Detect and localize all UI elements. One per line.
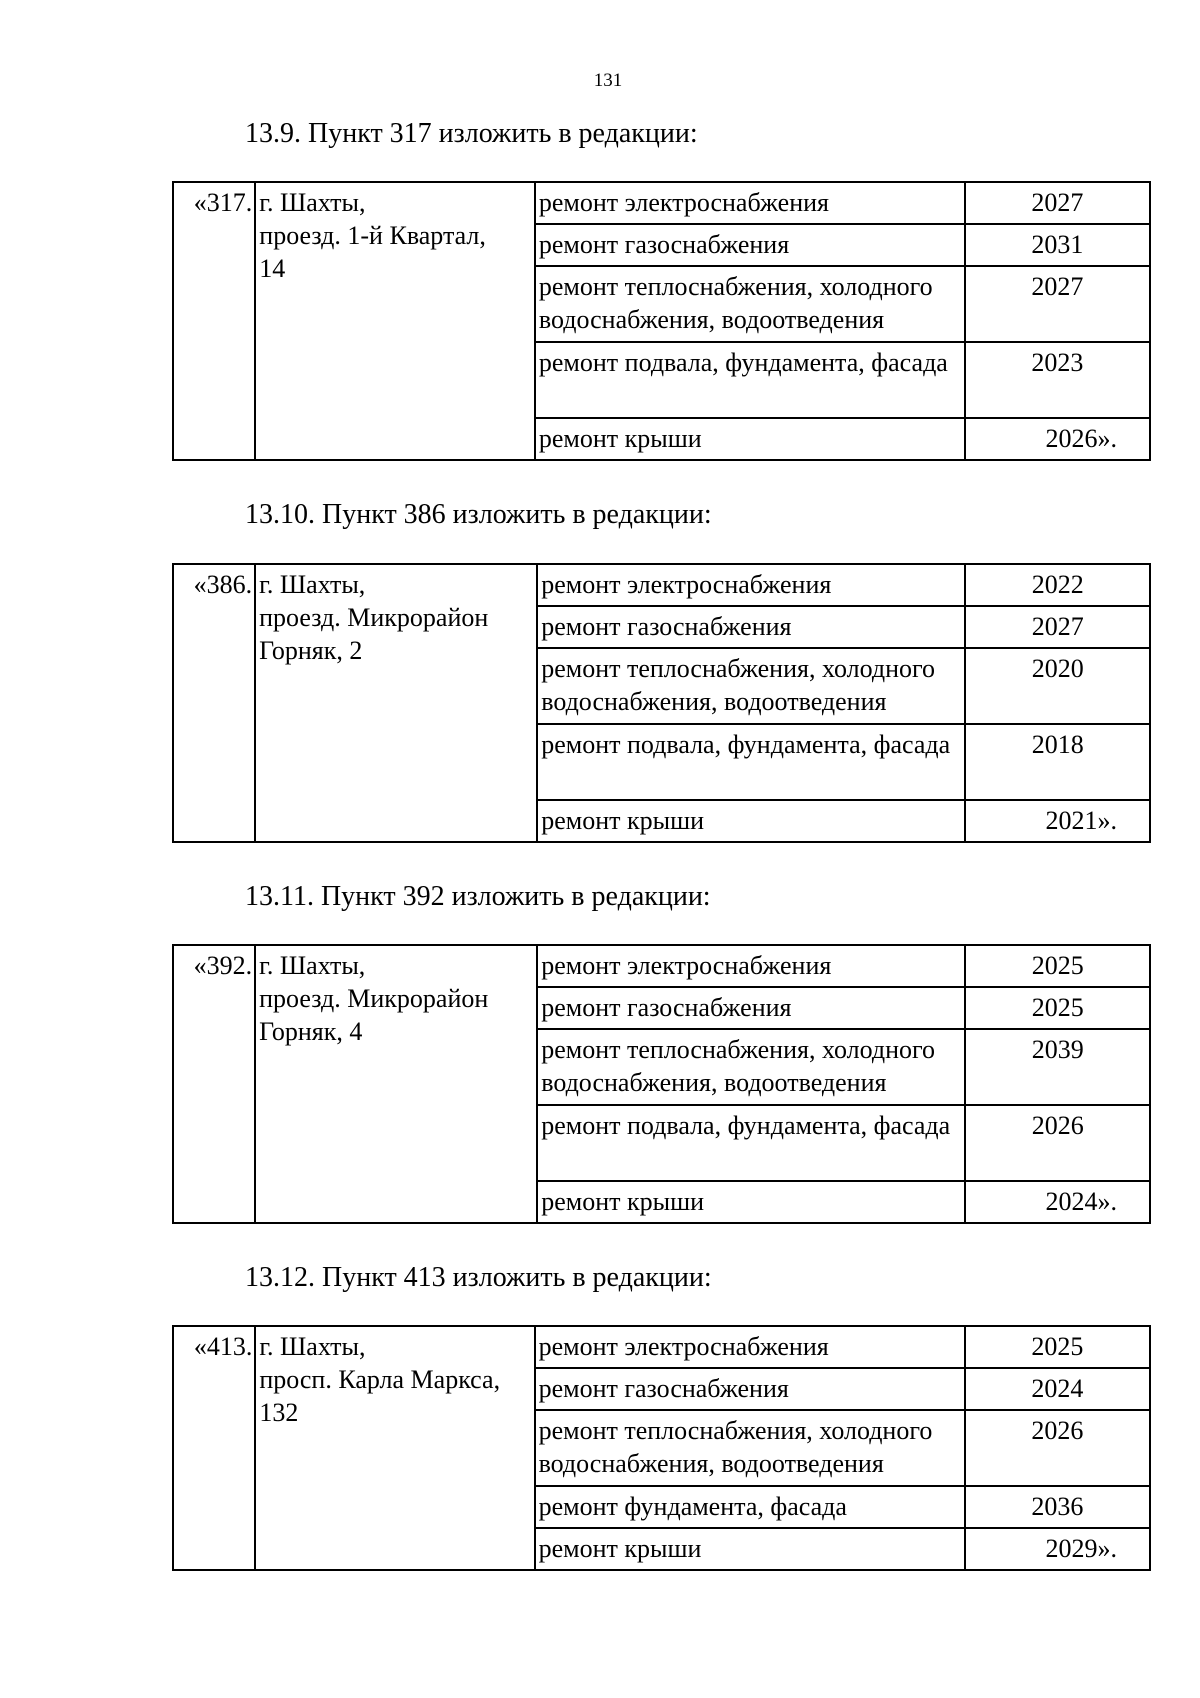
address-line: просп. Карла Маркса,	[259, 1365, 501, 1394]
year-value: 2024».	[965, 1181, 1150, 1223]
repair-schedule-table	[172, 1325, 1151, 1571]
section-heading: 13.10. Пункт 386 изложить в редакции:	[245, 499, 712, 530]
work-type: ремонт электроснабжения	[535, 182, 965, 224]
item-number: «317.	[173, 182, 255, 460]
work-type: ремонт теплоснабжения, холодного водоснабжения, водоотведения	[535, 1410, 965, 1486]
work-type: ремонт крыши	[535, 418, 965, 460]
year-value: 2023	[965, 342, 1150, 418]
year-value: 2022	[965, 564, 1150, 606]
year-value: 2021».	[965, 800, 1150, 842]
work-type: ремонт крыши	[537, 1181, 965, 1223]
work-type: ремонт фундамента, фасада	[535, 1486, 965, 1528]
work-type: ремонт подвала, фундамента, фасада	[535, 342, 965, 418]
repair-schedule-table	[172, 563, 1151, 843]
address-line: г. Шахты,	[259, 951, 366, 980]
item-number: «392.	[173, 945, 255, 1223]
year-value: 2027	[965, 606, 1150, 648]
item-number: «413.	[173, 1326, 255, 1570]
year-value: 2027	[965, 266, 1150, 342]
work-type: ремонт газоснабжения	[535, 1368, 965, 1410]
year-value: 2025	[965, 1326, 1150, 1368]
address-line: проезд. Микрорайон	[259, 984, 489, 1013]
year-value: 2020	[965, 648, 1150, 724]
year-value: 2025	[965, 945, 1150, 987]
work-type: ремонт теплоснабжения, холодного водоснабжения, водоотведения	[535, 266, 965, 342]
work-type: ремонт газоснабжения	[537, 606, 965, 648]
address-cell	[255, 945, 537, 1223]
work-type: ремонт подвала, фундамента, фасада	[537, 724, 965, 800]
repair-schedule-table	[172, 181, 1151, 461]
section-heading: 13.9. Пункт 317 изложить в редакции:	[245, 118, 698, 149]
address-line: 132	[259, 1398, 299, 1427]
address-cell	[255, 182, 535, 460]
work-type: ремонт газоснабжения	[537, 987, 965, 1029]
year-value: 2026».	[965, 418, 1150, 460]
address-line: 14	[259, 254, 286, 283]
address-line: проезд. 1-й Квартал,	[259, 221, 486, 250]
year-value: 2026	[965, 1410, 1150, 1486]
year-value: 2026	[965, 1105, 1150, 1181]
section-heading: 13.11. Пункт 392 изложить в редакции:	[245, 881, 711, 912]
year-value: 2024	[965, 1368, 1150, 1410]
work-type: ремонт подвала, фундамента, фасада	[537, 1105, 965, 1181]
work-type: ремонт крыши	[535, 1528, 965, 1570]
year-value: 2036	[965, 1486, 1150, 1528]
year-value: 2029».	[965, 1528, 1150, 1570]
address-line: проезд. Микрорайон	[259, 603, 489, 632]
address-cell	[255, 1326, 534, 1570]
section-heading: 13.12. Пункт 413 изложить в редакции:	[245, 1262, 712, 1293]
year-value: 2025	[965, 987, 1150, 1029]
address-line: Горняк, 4	[259, 1017, 363, 1046]
repair-schedule-table	[172, 944, 1151, 1224]
address-line: г. Шахты,	[259, 188, 366, 217]
year-value: 2039	[965, 1029, 1150, 1105]
address-line: г. Шахты,	[259, 1332, 366, 1361]
year-value: 2027	[965, 182, 1150, 224]
work-type: ремонт теплоснабжения, холодного водоснабжения, водоотведения	[537, 648, 965, 724]
work-type: ремонт электроснабжения	[537, 564, 965, 606]
work-type: ремонт крыши	[537, 800, 965, 842]
work-type: ремонт электроснабжения	[537, 945, 965, 987]
address-line: г. Шахты,	[259, 570, 366, 599]
page-number: 131	[593, 70, 623, 91]
year-value: 2018	[965, 724, 1150, 800]
year-value: 2031	[965, 224, 1150, 266]
work-type: ремонт электроснабжения	[535, 1326, 965, 1368]
work-type: ремонт газоснабжения	[535, 224, 965, 266]
address-line: Горняк, 2	[259, 636, 363, 665]
work-type: ремонт теплоснабжения, холодного водоснабжения, водоотведения	[537, 1029, 965, 1105]
item-number: «386.	[173, 564, 255, 842]
address-cell	[255, 564, 537, 842]
